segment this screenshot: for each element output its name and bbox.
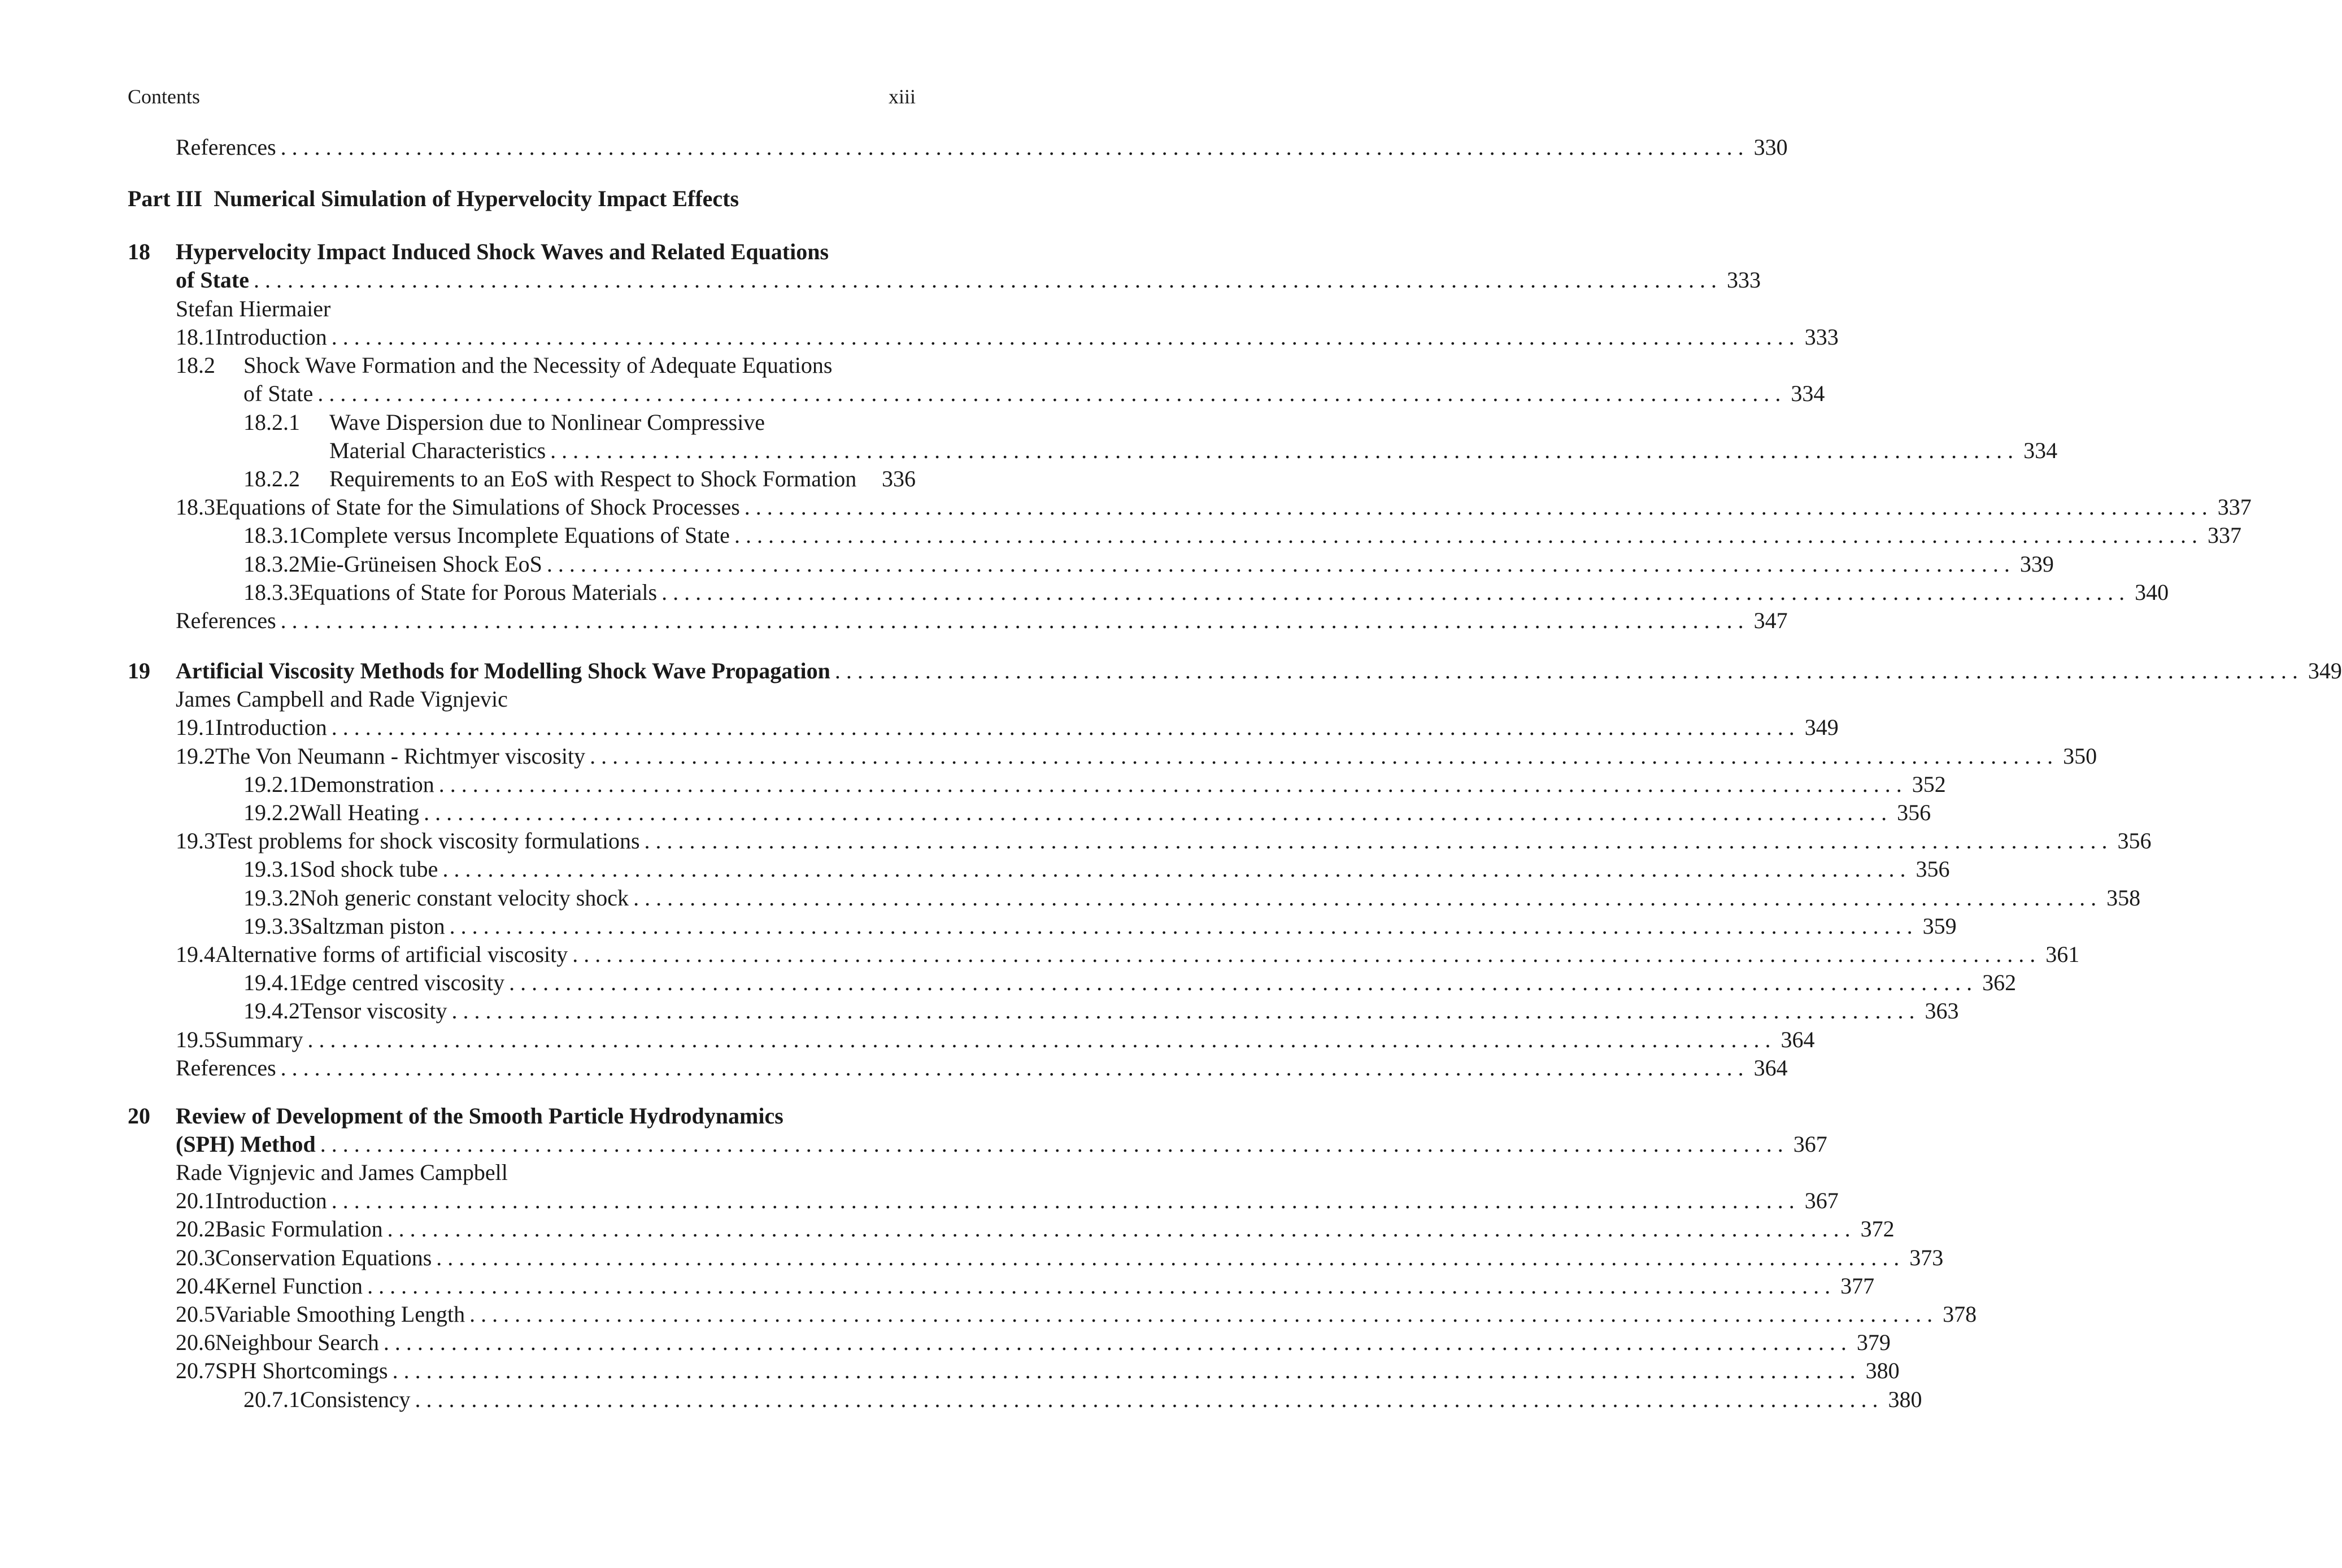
entry-page: 364 (1781, 1027, 1815, 1052)
section-number: 18.2 (176, 352, 215, 378)
section-number: 19.5 (176, 1027, 215, 1052)
entry-page: 336 (882, 466, 916, 491)
section-number: 18.3 (176, 494, 215, 520)
toc-entry-subsection[interactable]: 19.3.2 Noh generic constant velocity shock .................................................................................................................................. 358 (243, 883, 916, 913)
subsection-number: 19.2.1 (243, 772, 300, 797)
toc-entry-subsection[interactable]: 19.3.1 Sod shock tube .................................................................................................................................. 356 (243, 855, 916, 884)
entry-page: 373 (1909, 1245, 1944, 1270)
chapter-title[interactable]: Review of Development of the Smooth Particle Hydrodynamics (176, 1103, 783, 1129)
subsection-number: 18.2.1 (243, 410, 300, 435)
subsection-label: Tensor viscosity (300, 998, 447, 1023)
entry-page: 361 (2045, 942, 2080, 967)
entry-page: 362 (1982, 970, 2017, 995)
section-number: 20.7 (176, 1358, 215, 1383)
toc-entry-section[interactable]: 18.1 Introduction .................................................................................................................................. 333 (176, 323, 916, 352)
entry-page: 334 (1791, 381, 1825, 406)
toc-entry-section[interactable]: 20.3 Conservation Equations .................................................................................................................................. 373 (176, 1243, 916, 1273)
entry-label: References (176, 608, 276, 633)
section-label: Introduction (215, 1188, 327, 1213)
subsection-label: Sod shock tube (300, 856, 438, 882)
toc-entry-subsection[interactable]: 19.2.1 Demonstration .................................................................................................................................. 352 (243, 770, 916, 799)
entry-page: 349 (1804, 715, 1839, 740)
subsection-label-cont: Material Characteristics (329, 438, 546, 463)
toc-entry-section[interactable]: 20.4 Kernel Function .................................................................................................................................. 377 (176, 1271, 916, 1301)
subsection-number: 18.3.3 (243, 580, 300, 605)
section-number: 20.5 (176, 1301, 215, 1327)
toc-entry-section[interactable]: 20.7 SPH Shortcomings .................................................................................................................................. 380 (176, 1356, 916, 1386)
entry-page: 334 (2023, 438, 2058, 463)
entry-page: 339 (2019, 551, 2054, 577)
subsection-number: 20.7.1 (243, 1387, 300, 1412)
subsection-label: Wall Heating (300, 800, 420, 825)
toc-entry-references[interactable]: References .................................................................................................................................. 347 (176, 606, 916, 635)
subsection-number: 19.3.1 (243, 856, 300, 882)
entry-page: 349 (2308, 658, 2342, 683)
entry-page: 356 (1897, 800, 1931, 825)
toc-entry-subsection[interactable]: 19.3.3 Saltzman piston .................................................................................................................................. 359 (243, 912, 916, 941)
entry-page: 350 (2063, 743, 2097, 769)
section-label: Alternative forms of artificial viscosity (215, 942, 568, 967)
toc-entry-subsection[interactable]: 19.4.1 Edge centred viscosity .................................................................................................................................. 362 (243, 968, 916, 998)
entry-page: 372 (1860, 1216, 1895, 1242)
entry-page: 377 (1840, 1273, 1875, 1299)
entry-page: 367 (1804, 1188, 1839, 1213)
section-number: 19.3 (176, 828, 215, 853)
entry-page: 337 (2217, 494, 2252, 520)
entry-page: 352 (1912, 772, 1946, 797)
chapter-author: Rade Vignjevic and James Campbell (176, 1160, 508, 1185)
entry-label: References (176, 1055, 276, 1081)
section-label: Introduction (215, 715, 327, 740)
entry-page: 380 (1888, 1387, 1922, 1412)
section-number: 20.3 (176, 1245, 215, 1270)
entry-page: 337 (2207, 522, 2241, 548)
section-label: The Von Neumann - Richtmyer viscosity (215, 743, 586, 769)
toc-entry-section[interactable]: 18.3 Equations of State for the Simulations of Shock Processes .................................................................................................................................. 337 (176, 493, 916, 522)
subsection-label: Wave Dispersion due to Nonlinear Compressive (329, 410, 765, 435)
toc-entry-subsection[interactable]: 18.3.3 Equations of State for Porous Materials .................................................................................................................................. 340 (243, 578, 916, 607)
toc-entry-subsection[interactable]: 18.3.2 Mie-Grüneisen Shock EoS .................................................................................................................................. 339 (243, 550, 916, 579)
subsection-number: 18.3.1 (243, 522, 300, 548)
toc-entry-section[interactable] (176, 351, 832, 380)
toc-entry-subsection[interactable]: 19.2.2 Wall Heating .................................................................................................................................. 356 (243, 798, 916, 827)
running-header-left: Contents (128, 85, 201, 108)
subsection-label: Mie-Grüneisen Shock EoS (300, 551, 542, 577)
toc-entry-chapter-18[interactable]: of State .................................................................................................................................. 333 (176, 265, 916, 295)
toc-entry-references[interactable]: References .................................................................................................................................. 364 (176, 1053, 916, 1083)
subsection-label: Consistency (300, 1387, 411, 1412)
subsection-label: Noh generic constant velocity shock (300, 885, 629, 911)
chapter-author: Stefan Hiermaier (176, 296, 331, 321)
part-heading: Part III Numerical Simulation of Hypervelocity Impact Effects (128, 186, 739, 211)
subsection-number: 19.4.2 (243, 998, 300, 1023)
subsection-number: 18.3.2 (243, 551, 300, 577)
subsection-number: 19.3.2 (243, 885, 300, 911)
section-number: 20.2 (176, 1216, 215, 1242)
section-label: Equations of State for the Simulations of Shock Processes (215, 494, 740, 520)
subsection-number: 19.4.1 (243, 970, 300, 995)
section-number: 19.2 (176, 743, 215, 769)
entry-page: 330 (1753, 134, 1788, 160)
entry-page: 356 (1916, 856, 1950, 882)
chapter-author: James Campbell and Rade Vignjevic (176, 686, 508, 712)
section-number: 18.1 (176, 324, 215, 350)
subsection-label: Saltzman piston (300, 913, 445, 939)
chapter-title-cont: of State (176, 267, 249, 293)
section-label: Summary (215, 1027, 303, 1052)
entry-page: 379 (1856, 1330, 1891, 1355)
entry-page: 359 (1922, 913, 1957, 939)
entry-page: 333 (1726, 267, 1761, 293)
section-label: Conservation Equations (215, 1245, 432, 1270)
toc-entry-section[interactable]: 20.2 Basic Formulation .................................................................................................................................. 372 (176, 1214, 916, 1244)
toc-entry-subsection-cont[interactable]: Material Characteristics .................................................................................................................................. 334 (329, 436, 916, 465)
section-label: Neighbour Search (215, 1330, 379, 1355)
toc-entry-references[interactable]: References .................................................................................................................................. 330 (176, 133, 916, 162)
section-label: Basic Formulation (215, 1216, 383, 1242)
running-header-page-number: xiii (888, 85, 916, 108)
subsection-number: 19.3.3 (243, 913, 300, 939)
toc-entry-subsection[interactable] (243, 464, 916, 494)
chapter-number: 19 (128, 658, 150, 683)
toc-entry-section[interactable]: 20.5 Variable Smoothing Length .................................................................................................................................. 378 (176, 1300, 916, 1329)
chapter-number: 18 (128, 239, 150, 264)
entry-page: 367 (1793, 1131, 1827, 1157)
entry-page: 333 (1804, 324, 1839, 350)
section-number: 20.1 (176, 1188, 215, 1213)
toc-entry-section[interactable]: 19.4 Alternative forms of artificial viscosity .................................................................................................................................. 361 (176, 940, 916, 969)
entry-page: 364 (1753, 1055, 1788, 1081)
toc-entry-section[interactable]: 19.2 The Von Neumann - Richtmyer viscosity .................................................................................................................................. 350 (176, 742, 916, 771)
subsection-label: Equations of State for Porous Materials (300, 580, 658, 605)
entry-page: 363 (1925, 998, 1959, 1023)
subsection-number: 19.2.2 (243, 800, 300, 825)
toc-entry-subsection[interactable]: 20.7.1 Consistency .................................................................................................................................. 380 (243, 1385, 916, 1414)
section-label: Variable Smoothing Length (215, 1301, 465, 1327)
entry-page: 340 (2135, 580, 2169, 605)
toc-entry-subsection[interactable] (243, 408, 765, 437)
entry-page: 356 (2117, 828, 2152, 853)
toc-entry-chapter-19[interactable]: Artificial Viscosity Methods for Modelling Shock Wave Propagation .................................................................................................................................. 349 (176, 656, 916, 686)
toc-entry-chapter-20[interactable]: (SPH) Method .................................................................................................................................. 367 (176, 1130, 916, 1159)
chapter-title-cont: (SPH) Method (176, 1131, 316, 1157)
toc-entry-section[interactable]: 19.3 Test problems for shock viscosity formulations .................................................................................................................................. 356 (176, 826, 916, 856)
chapter-title: Artificial Viscosity Methods for Modelling Shock Wave Propagation (176, 658, 830, 683)
section-label: Shock Wave Formation and the Necessity of Adequate Equations (243, 352, 833, 378)
entry-page: 380 (1865, 1358, 1900, 1383)
section-label-cont: of State (243, 381, 314, 406)
subsection-label: Requirements to an EoS with Respect to Shock Formation (329, 466, 857, 491)
entry-label: References (176, 134, 276, 160)
section-label: Kernel Function (215, 1273, 363, 1299)
section-label: Introduction (215, 324, 327, 350)
section-label: SPH Shortcomings (215, 1358, 388, 1383)
section-number: 19.4 (176, 942, 215, 967)
toc-entry-subsection[interactable]: 18.3.1 Complete versus Incomplete Equations of State .................................................................................................................................. 337 (243, 521, 916, 550)
subsection-label: Complete versus Incomplete Equations of State (300, 522, 730, 548)
toc-entry-section[interactable]: 20.6 Neighbour Search .................................................................................................................................. 379 (176, 1328, 916, 1357)
subsection-number: 18.2.2 (243, 466, 300, 491)
chapter-title[interactable]: Hypervelocity Impact Induced Shock Waves and Related Equations (176, 239, 829, 264)
toc-entry-section[interactable]: 19.1 Introduction .................................................................................................................................. 349 (176, 713, 916, 742)
section-number: 20.4 (176, 1273, 215, 1299)
toc-entry-section[interactable]: 19.5 Summary .................................................................................................................................. 364 (176, 1025, 916, 1055)
entry-page: 378 (1943, 1301, 1977, 1327)
section-number: 19.1 (176, 715, 215, 740)
toc-entry-subsection[interactable]: 19.4.2 Tensor viscosity .................................................................................................................................. 363 (243, 996, 916, 1026)
toc-entry-section[interactable]: 20.1 Introduction .................................................................................................................................. 367 (176, 1186, 916, 1216)
subsection-label: Edge centred viscosity (300, 970, 505, 995)
section-number: 20.6 (176, 1330, 215, 1355)
entry-page: 358 (2106, 885, 2141, 911)
chapter-number: 20 (128, 1103, 150, 1129)
subsection-label: Demonstration (300, 772, 434, 797)
section-label: Test problems for shock viscosity formulations (215, 828, 640, 853)
entry-page: 347 (1753, 608, 1788, 633)
toc-entry-section-cont[interactable]: of State .................................................................................................................................. 334 (243, 379, 916, 408)
